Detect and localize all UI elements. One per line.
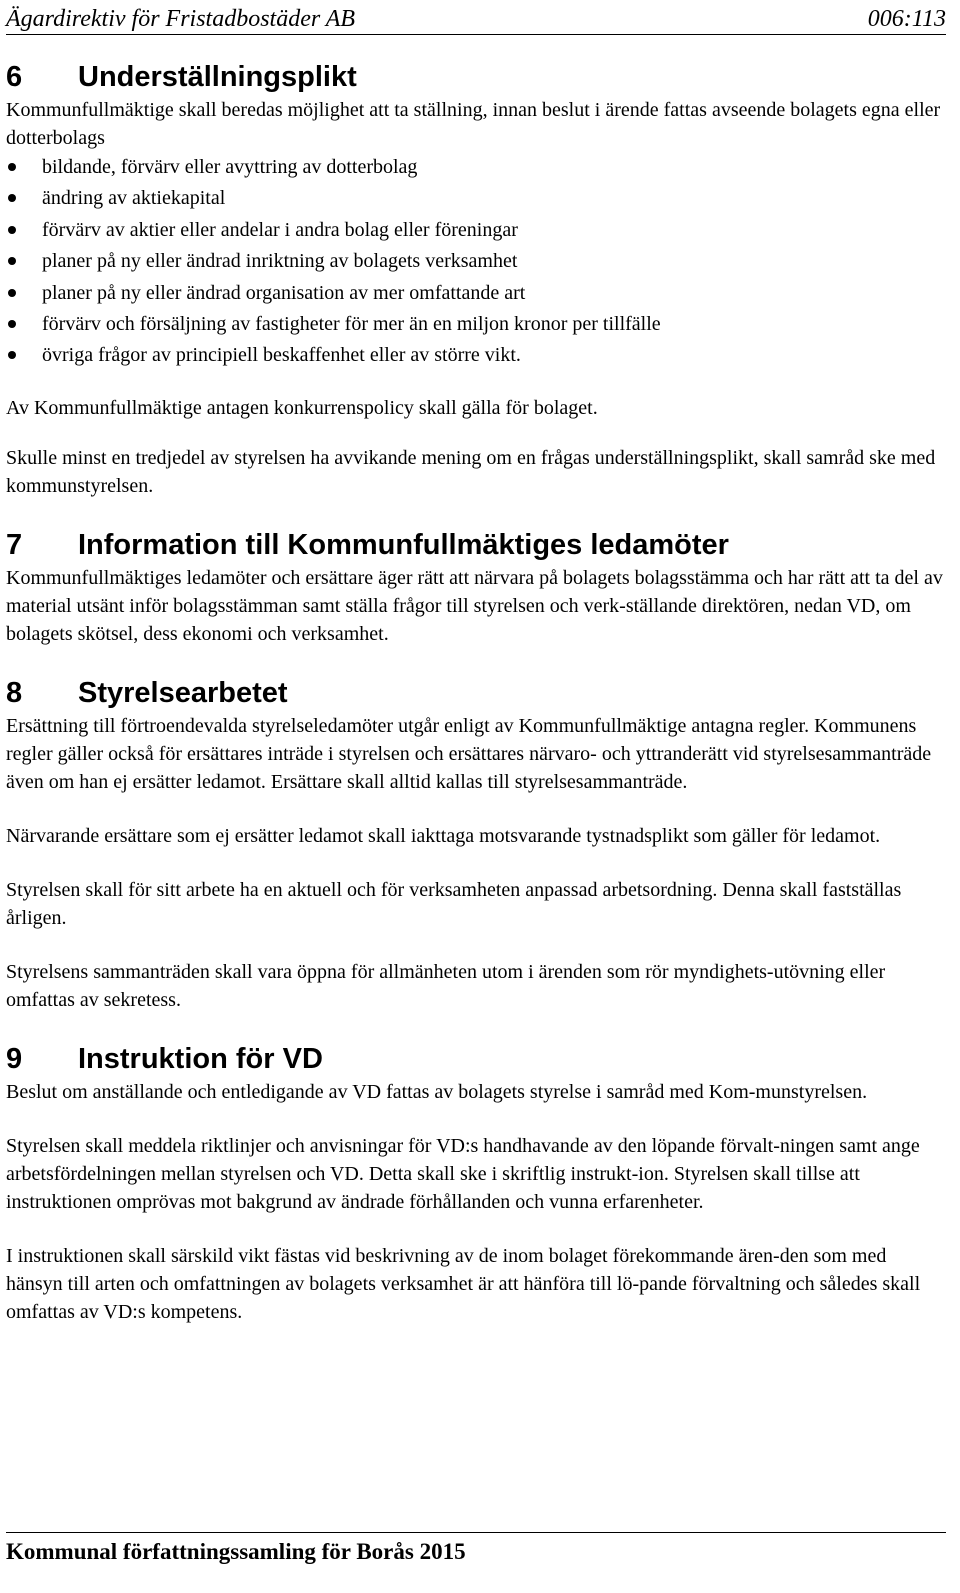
paragraph: Av Kommunfullmäktige antagen konkurrenspolicy skall gälla för bolaget. [6, 396, 598, 419]
paragraph: Styrelsen skall meddela riktlinjer och anvisningar för VD:s handhavande av den löpande förvalt-ningen samt ange arbetsfördelningen mellan styrelsen och VD. Detta skall ske i skriftlig instrukt-ion. Styrelsen skall tillse att instruktionen omprövas mot bakgrund av ändrade förhållanden och vunna erfarenheter. [6, 1134, 920, 1213]
section-6 [6, 58, 946, 500]
bullet-icon [8, 163, 16, 171]
bullet-icon [8, 351, 16, 359]
list-item: förvärv av aktier eller andelar i andra bolag eller föreningar [6, 215, 946, 246]
section-heading: 9 Instruktion för VD [6, 1042, 323, 1075]
document-body [6, 58, 946, 1326]
bullet-icon [8, 226, 16, 234]
section-heading: 8 Styrelsearbetet [6, 676, 288, 709]
section-7 [6, 526, 946, 648]
list-item: bildande, förvärv eller avyttring av dotterbolag [6, 152, 946, 183]
bullet-icon [8, 289, 16, 297]
list-item: förvärv och försäljning av fastigheter för mer än en miljon kronor per tillfälle [6, 309, 946, 340]
section-heading: 7 Information till Kommunfullmäktiges ledamöter [6, 528, 729, 561]
paragraph: Beslut om anställande och entledigande av VD fattas av bolagets styrelse i samråd med Kom-munstyrelsen. [6, 1080, 868, 1103]
paragraph: Närvarande ersättare som ej ersätter ledamot skall iakttaga motsvarande tystnadsplikt som gäller för ledamot. [6, 824, 881, 847]
list-item: övriga frågor av principiell beskaffenhet eller av större vikt. [6, 340, 946, 371]
section-8 [6, 674, 946, 1014]
section-9 [6, 1040, 946, 1326]
paragraph: Styrelsen skall för sitt arbete ha en aktuell och för verksamheten anpassad arbetsordning. Denna skall fastställas årligen. [6, 878, 902, 929]
document-title: Ägardirektiv för Fristadbostäder AB [6, 6, 356, 32]
section-heading: 6 Underställningsplikt [6, 61, 357, 93]
bullet-icon [8, 320, 16, 328]
bullet-list [6, 152, 946, 372]
paragraph: I instruktionen skall särskild vikt fästas vid beskrivning av de inom bolaget förekommande ären-den som med hänsyn till arten och omfattningen av bolagets verksamhet är att hänföra till lö-pande förvaltning och således skall omfattas av VD:s kompetens. [6, 1244, 921, 1323]
paragraph: Styrelsens sammanträden skall vara öppna för allmänheten utom i ärenden som rör myndighets-utövning eller omfattas av sekretess. [6, 960, 886, 1011]
footer-text: Kommunal författningssamling för Borås 2015 [6, 1539, 466, 1564]
paragraph: Kommunfullmäktiges ledamöter och ersättare äger rätt att närvara på bolagets bolagsstämma och har rätt att ta del av material utsänt inför bolagsstämman samt ställa frågor till styrelsen och verk-ställande direktören, nedan VD, om bolagets skötsel, dess ekonomi och verksamhet. [6, 566, 943, 645]
bullet-icon [8, 194, 16, 202]
paragraph: Kommunfullmäktige skall beredas möjlighet att ta ställning, innan beslut i ärende fattas avseende bolagets egna eller dotterbolags [6, 99, 941, 149]
list-item: planer på ny eller ändrad organisation av mer omfattande art [6, 278, 946, 309]
paragraph: Skulle minst en tredjedel av styrelsen ha avvikande mening om en frågas underställningsplikt, skall samråd ske med kommunstyrelsen. [6, 446, 936, 497]
page-footer [6, 1532, 946, 1565]
page-header [6, 4, 946, 35]
paragraph: Ersättning till förtroendevalda styrelseledamöter utgår enligt av Kommunfullmäktige antagna regler. Kommunens regler gäller också för ersättares inträde i styrelsen och ersättares närvaro- och yttranderätt vid styrelsesammanträde även om han ej ersätter ledamot. Ersättare skall alltid kallas till styrelsesammanträde. [6, 714, 932, 793]
bullet-icon [8, 257, 16, 265]
list-item: ändring av aktiekapital [6, 183, 946, 214]
page-number: 006:113 [867, 6, 946, 32]
list-item: planer på ny eller ändrad inriktning av bolagets verksamhet [6, 246, 946, 277]
